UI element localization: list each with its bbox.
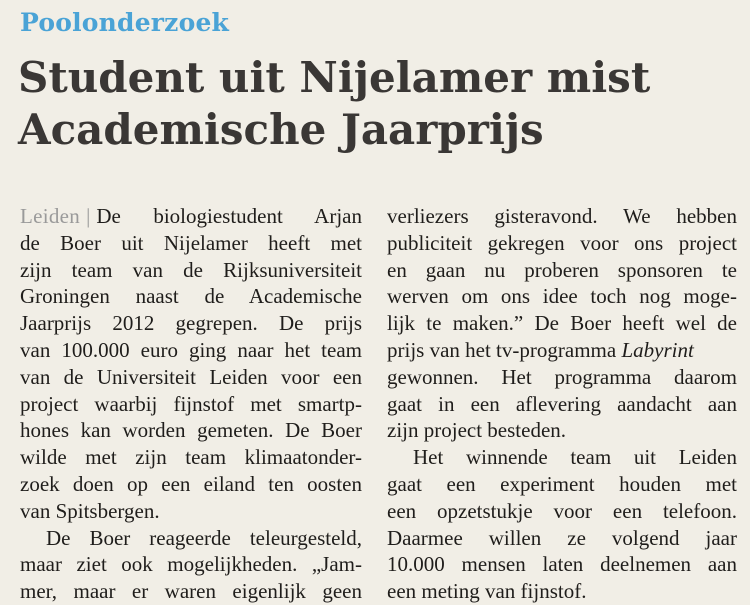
text-line-segment: prijs van het tv-programma <box>387 337 617 362</box>
text-line: een opzetstukje voor een telefoon. <box>387 498 737 523</box>
text-line: van de Universiteit Leiden voor een <box>20 364 362 389</box>
text-line: publiciteit gekregen voor ons project <box>387 230 737 255</box>
dateline-separator: | <box>86 204 91 228</box>
text-line: zoek doen op een eiland ten oosten <box>20 471 362 496</box>
article-column-right <box>387 203 737 605</box>
text-line: lijk te maken.” De Boer heeft wel de <box>387 311 737 336</box>
headline <box>18 52 738 156</box>
text-line <box>387 337 737 364</box>
text-line: een meting van fijnstof. <box>387 579 587 604</box>
text-line <box>20 203 362 230</box>
text-line: van Spitsbergen. <box>20 498 160 523</box>
text-line: gewonnen. Het programma daarom <box>387 364 737 389</box>
text-line: wilde met zijn team klimaatonder- <box>20 445 362 470</box>
text-line: de Boer uit Nijelamer heeft met <box>20 230 362 255</box>
text-line: project waarbij fijnstof met smartp- <box>20 391 362 416</box>
article-column-left <box>20 203 362 605</box>
text-line: maar ziet ook mogelijkheden. „Jam- <box>20 552 362 577</box>
text-line: mer, maar er waren eigenlijk geen <box>20 579 362 604</box>
text-line: hones kan worden gemeten. De Boer <box>20 418 362 443</box>
headline-line-2: Academische Jaarprijs <box>18 105 544 154</box>
text-line: Daarmee willen ze volgend jaar <box>387 525 737 550</box>
text-line: Groningen naast de Academische <box>20 284 362 309</box>
headline-line-1: Student uit Nijelamer mist <box>18 53 651 102</box>
section-kicker: Poolonderzoek <box>20 8 230 37</box>
text-line: zijn project besteden. <box>387 418 567 443</box>
text-line: gaat in een aflevering aandacht aan <box>387 391 737 416</box>
text-line: Jaarprijs 2012 gegrepen. De prijs <box>20 311 362 336</box>
text-line: verliezers gisteravond. We hebben <box>387 204 737 228</box>
program-name: Labyrint <box>621 337 694 362</box>
text-line: werven om ons idee toch nog moge- <box>387 284 737 309</box>
text-line: zijn team van de Rijksuniversiteit <box>20 257 362 282</box>
dateline: Leiden <box>20 204 81 228</box>
text-line: 10.000 mensen laten deelnemen aan <box>387 552 737 577</box>
text-line-segment: De biologiestudent Arjan <box>96 204 362 228</box>
text-line: en gaan nu proberen sponsoren te <box>387 257 737 282</box>
text-line: De Boer reageerde teleurgesteld, <box>46 525 362 550</box>
text-line: van 100.000 euro ging naar het team <box>20 337 362 362</box>
text-line: Het winnende team uit Leiden <box>413 445 737 470</box>
text-line: gaat een experiment houden met <box>387 471 737 496</box>
